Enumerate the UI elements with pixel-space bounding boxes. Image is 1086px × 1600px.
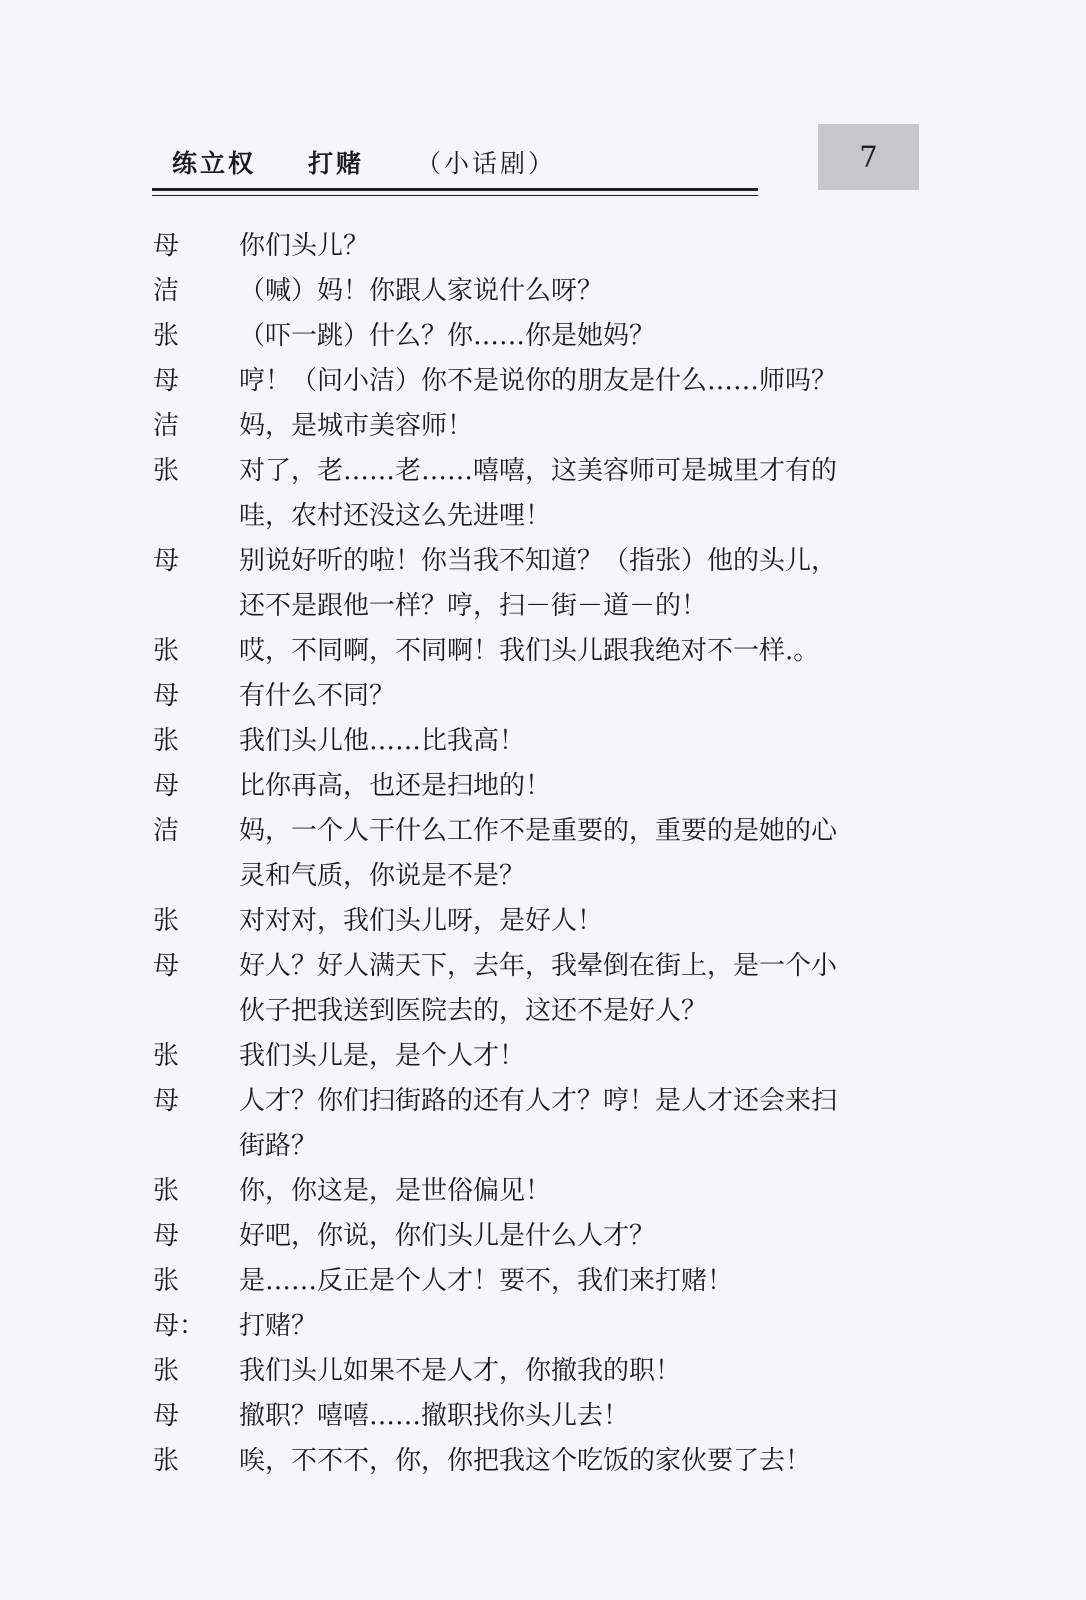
dialogue-line [153, 584, 933, 629]
dialogue-text: 好人？好人满天下，去年，我晕倒在街上，是一个小 [239, 951, 838, 981]
dialogue-line [153, 539, 933, 584]
speaker-name: 母 [153, 681, 180, 711]
dialogue-line [153, 719, 933, 764]
speaker-name: 张 [153, 1356, 180, 1386]
dialogue-text: 还不是跟他一样？哼，扫－街－道－的！ [239, 591, 708, 621]
dialogue-text: 你，你这是，是世俗偏见！ [239, 1176, 552, 1206]
speaker-name: 母 [153, 951, 180, 981]
dialogue-line [153, 989, 933, 1034]
dialogue-text: 有什么不同？ [239, 681, 396, 711]
speaker-name: 母 [153, 366, 180, 396]
dialogue-text: 对对对，我们头儿呀，是好人！ [239, 906, 604, 936]
dialogue-text: 街路？ [239, 1131, 318, 1161]
page-number-box [818, 124, 919, 190]
dialogue-text: （喊）妈！你跟人家说什么呀？ [239, 276, 604, 306]
dialogue-text: 我们头儿如果不是人才，你撤我的职！ [239, 1356, 682, 1386]
dialogue-line [153, 809, 933, 854]
dialogue-line [153, 1034, 933, 1079]
dialogue-text: 哇，农村还没这么先进哩！ [239, 501, 552, 531]
dialogue-text: 哼！（问小洁）你不是说你的朋友是什么……师吗？ [239, 366, 838, 396]
dialogue-text: 比你再高，也还是扫地的！ [239, 771, 552, 801]
dialogue-text: 好吧，你说，你们头儿是什么人才？ [239, 1221, 656, 1251]
header-rule-thick [152, 188, 758, 191]
dialogue-line [153, 899, 933, 944]
dialogue-text: 哎，不同啊，不同啊！我们头儿跟我绝对不一样.。 [239, 636, 820, 666]
dialogue-text: 别说好听的啦！你当我不知道？（指张）他的头儿， [239, 546, 838, 576]
speaker-name: 张 [153, 1446, 180, 1476]
speaker-name: 母 [153, 231, 180, 261]
dialogue-line [153, 1079, 933, 1124]
speaker-name: 张 [153, 726, 180, 756]
dialogue-line [153, 224, 933, 269]
dialogue-text: 你们头儿？ [239, 231, 370, 261]
dialogue-line [153, 1214, 933, 1259]
speaker-name: 张 [153, 321, 180, 351]
dialogue-line [153, 944, 933, 989]
speaker-name: 张 [153, 456, 180, 486]
dialogue-line [153, 494, 933, 539]
dialogue-text: 我们头儿是，是个人才！ [239, 1041, 526, 1071]
script-body [153, 224, 933, 1484]
dialogue-text: 妈，是城市美容师！ [239, 411, 474, 441]
header-title: 打赌 [308, 149, 365, 178]
dialogue-line [153, 854, 933, 899]
dialogue-text: 我们头儿他……比我高！ [239, 726, 526, 756]
header-rule-thin [152, 195, 758, 196]
speaker-name: 张 [153, 1041, 180, 1071]
dialogue-line [153, 449, 933, 494]
header-text [172, 144, 556, 180]
dialogue-line [153, 359, 933, 404]
dialogue-text: 灵和气质，你说是不是？ [239, 861, 526, 891]
dialogue-line [153, 404, 933, 449]
speaker-name: 母 [153, 1086, 180, 1116]
dialogue-line [153, 1169, 933, 1214]
dialogue-line [153, 1259, 933, 1304]
dialogue-text: 伙子把我送到医院去的，这还不是好人？ [239, 996, 708, 1026]
dialogue-text: 是……反正是个人才！要不，我们来打赌！ [239, 1266, 734, 1296]
speaker-name: 洁 [153, 816, 180, 846]
dialogue-text: 妈，一个人干什么工作不是重要的，重要的是她的心 [239, 816, 838, 846]
speaker-name: 张 [153, 636, 180, 666]
dialogue-line [153, 1124, 933, 1169]
dialogue-line [153, 269, 933, 314]
running-header [150, 140, 760, 184]
speaker-name: 张 [153, 1176, 180, 1206]
speaker-name: 母 [153, 771, 180, 801]
dialogue-text: 人才？你们扫街路的还有人才？哼！是人才还会来扫 [239, 1086, 838, 1116]
header-author: 练立权 [172, 149, 257, 178]
header-subtitle: （小话剧） [416, 149, 557, 178]
dialogue-text: 对了，老……老……嘻嘻，这美容师可是城里才有的 [239, 456, 838, 486]
dialogue-line [153, 314, 933, 359]
speaker-name: 张 [153, 906, 180, 936]
dialogue-text: 撤职？嘻嘻……撤职找你头儿去！ [239, 1401, 630, 1431]
dialogue-line [153, 1439, 933, 1484]
speaker-name: 洁 [153, 411, 180, 441]
dialogue-line [153, 1394, 933, 1439]
speaker-name: 张 [153, 1266, 180, 1296]
dialogue-line [153, 1304, 933, 1349]
speaker-name: 母 [153, 546, 180, 576]
dialogue-line [153, 764, 933, 809]
speaker-name: 母 [153, 1221, 180, 1251]
speaker-name: 洁 [153, 276, 180, 306]
speaker-name: 母： [153, 1311, 206, 1341]
speaker-name: 母 [153, 1401, 180, 1431]
dialogue-line [153, 1349, 933, 1394]
dialogue-text: 唉，不不不，你，你把我这个吃饭的家伙要了去！ [239, 1446, 812, 1476]
dialogue-line [153, 674, 933, 719]
page-number: 7 [859, 140, 878, 174]
dialogue-text: 打赌？ [239, 1311, 318, 1341]
dialogue-line [153, 629, 933, 674]
dialogue-text: （吓一跳）什么？你……你是她妈？ [239, 321, 656, 351]
